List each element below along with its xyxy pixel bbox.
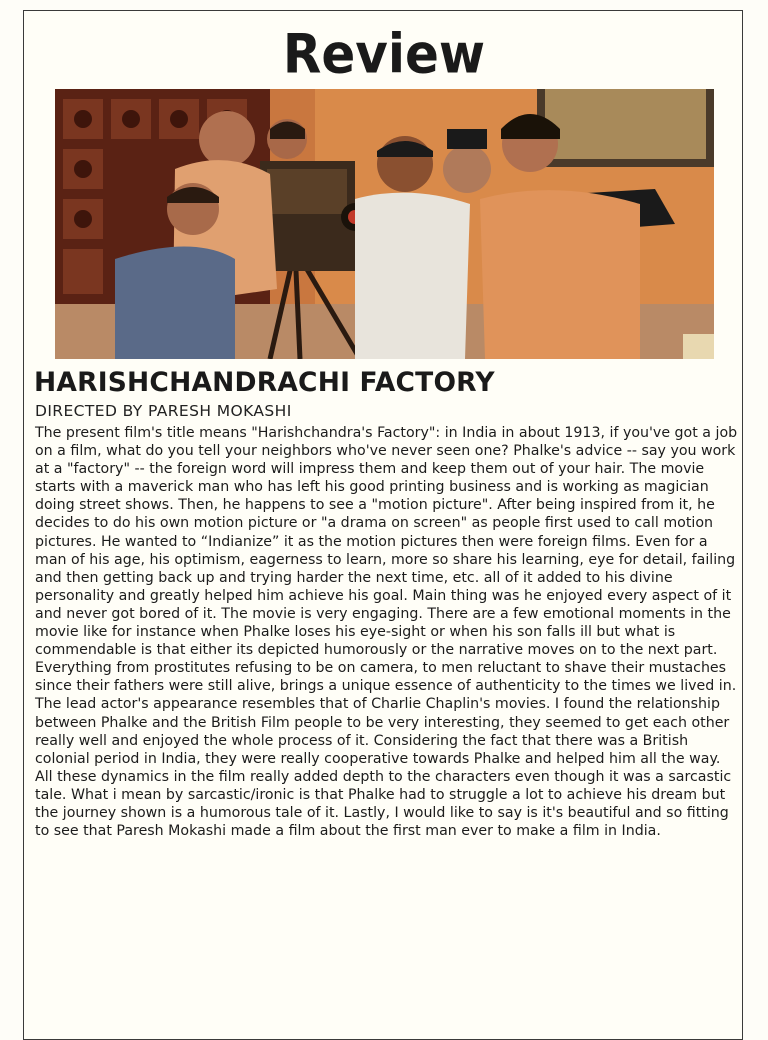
film-still-photo [55, 89, 714, 359]
film-title: HARISHCHANDRACHI FACTORY [34, 367, 495, 398]
review-page [23, 10, 743, 1040]
page-heading: Review [282, 22, 486, 86]
director-credit: DIRECTED BY PARESH MOKASHI [35, 402, 292, 420]
review-body: The present film's title means "Harishchandra's Factory": in India in about 1913, if you've got a job on a film, what do you tell your neighbors who've never seen one? Phalke's advice -- say you work at a "factory" -- the foreign word will impress them and keep them out of your hair. The movie starts with a maverick man who has left his good printing business and is working as magician doing street shows. Then, he happens to see a "motion picture". After being inspired from it, he decides to do his own motion picture or "a drama on screen" as people first used to call motion pictures. He wanted to “Indianize” it as the motion pictures then were foreign films. Even for a man of his age, his optimism, eagerness to learn, more so share his learning, eye for detail, failing and then getting back up and trying harder the next time, etc. all of it added to his divine personality and greatly helped him achieve his goal. Main thing was he enjoyed every aspect of it and never got bored of it. The movie is very engaging. There are a few emotional moments in the movie like for instance when Phalke loses his eye-sight or when his son falls ill but what is commendable is that either its depicted humorously or the narrative moves on to the next part. Everything from prostitutes refusing to be on camera, to men reluctant to shave their mustaches since their fathers were still alive, brings a unique essence of authenticity to the times we lived in. The lead actor's appearance resembles that of Charlie Chaplin's movies. I found the relationship between Phalke and the British Film people to be very interesting, they seemed to get each other really well and enjoyed the whole process of it. Considering the fact that there was a British colonial period in India, they were really cooperative towards Phalke and helped him all the way. All these dynamics in the film really added depth to the characters even though it was a sarcastic tale. What i mean by sarcastic/ironic is that Phalke had to struggle a lot to achieve his dream but the journey shown is a humorous tale of it. Lastly, I would like to say is it's beautiful and so fitting to see that Paresh Mokashi made a film about the first man ever to make a film in India. [35, 425, 738, 840]
film-crew-photo-icon [55, 89, 714, 359]
